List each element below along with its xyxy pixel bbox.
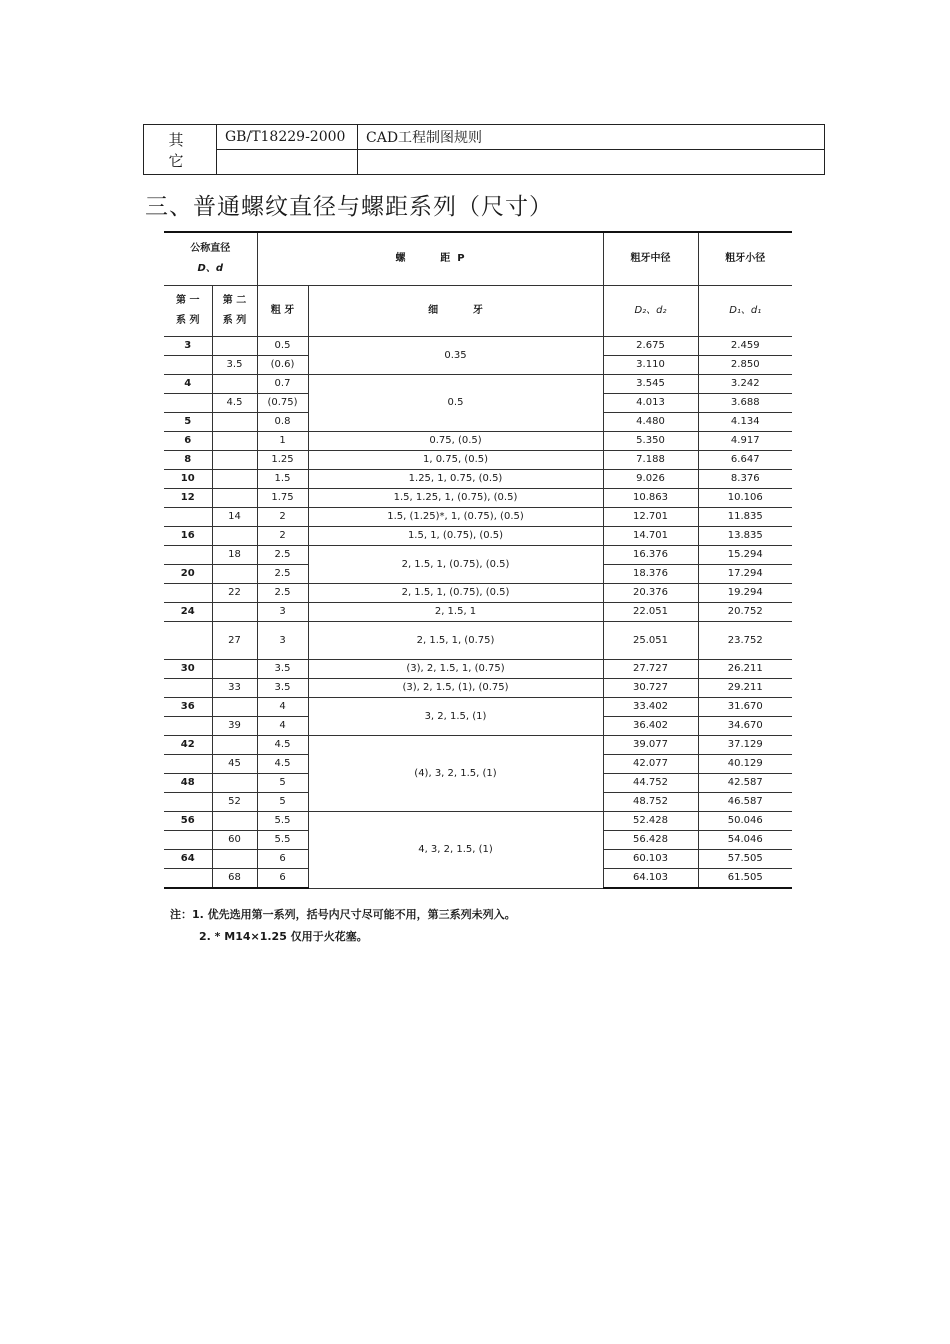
- series-2-cell: 3.5: [212, 356, 257, 375]
- pitch-diameter-cell: 2.675: [603, 337, 698, 356]
- pitch-diameter-cell: 4.013: [603, 394, 698, 413]
- series-1-cell: 30: [164, 660, 212, 679]
- header-row: [164, 232, 792, 286]
- table-row: [164, 375, 792, 394]
- series-1-header: 第 一 系 列: [164, 286, 212, 337]
- coarse-pitch-cell: 5.5: [257, 831, 308, 850]
- coarse-pitch-cell: (0.6): [257, 356, 308, 375]
- series-1-cell: [164, 793, 212, 812]
- minor-diameter-cell: 42.587: [698, 774, 792, 793]
- standards-row: [144, 125, 825, 150]
- series-1-cell: 6: [164, 432, 212, 451]
- pitch-diameter-cell: 33.402: [603, 698, 698, 717]
- minor-diameter-cell: 3.688: [698, 394, 792, 413]
- series-2-cell: [212, 774, 257, 793]
- fine-pitch-cell: 1, 0.75, (0.5): [308, 451, 603, 470]
- minor-diameter-cell: 57.505: [698, 850, 792, 869]
- pitch-diameter-header: 粗牙中径: [603, 232, 698, 286]
- series-1-cell: 5: [164, 413, 212, 432]
- pitch-diameter-cell: 14.701: [603, 527, 698, 546]
- series-2-cell: 60: [212, 831, 257, 850]
- fine-pitch-cell: 2, 1.5, 1: [308, 603, 603, 622]
- series-1-cell: 12: [164, 489, 212, 508]
- standard-code: [217, 150, 358, 175]
- minor-diameter-cell: 2.459: [698, 337, 792, 356]
- table-row: [164, 546, 792, 565]
- table-row: [164, 603, 792, 622]
- pitch-header: 螺 距 P: [257, 232, 603, 286]
- coarse-pitch-cell: 1: [257, 432, 308, 451]
- table-row: [164, 736, 792, 755]
- series-1-cell: [164, 831, 212, 850]
- series-1-cell: [164, 717, 212, 736]
- minor-diameter-cell: 26.211: [698, 660, 792, 679]
- series-1-cell: [164, 679, 212, 698]
- minor-diameter-cell: 17.294: [698, 565, 792, 584]
- table-row: [164, 489, 792, 508]
- series-1-cell: [164, 622, 212, 660]
- coarse-pitch-cell: 2.5: [257, 584, 308, 603]
- pitch-diameter-cell: 60.103: [603, 850, 698, 869]
- minor-diameter-cell: 23.752: [698, 622, 792, 660]
- pitch-diameter-cell: 30.727: [603, 679, 698, 698]
- coarse-pitch-cell: 6: [257, 850, 308, 869]
- coarse-pitch-cell: 4.5: [257, 736, 308, 755]
- table-notes: [170, 904, 516, 948]
- fine-pitch-cell: 1.5, (1.25)*, 1, (0.75), (0.5): [308, 508, 603, 527]
- series-2-cell: 68: [212, 869, 257, 889]
- pitch-diameter-cell: 42.077: [603, 755, 698, 774]
- coarse-pitch-cell: 5: [257, 774, 308, 793]
- coarse-pitch-cell: 4: [257, 717, 308, 736]
- series-1-cell: [164, 546, 212, 565]
- series-1-cell: [164, 356, 212, 375]
- series-2-cell: [212, 736, 257, 755]
- series-1-cell: 16: [164, 527, 212, 546]
- series-2-cell: 14: [212, 508, 257, 527]
- coarse-pitch-cell: (0.75): [257, 394, 308, 413]
- series-1-cell: 20: [164, 565, 212, 584]
- series-2-cell: [212, 565, 257, 584]
- fine-pitch-cell: 0.75, (0.5): [308, 432, 603, 451]
- minor-diameter-cell: 31.670: [698, 698, 792, 717]
- fine-pitch-cell: (3), 2, 1.5, 1, (0.75): [308, 660, 603, 679]
- pitch-diameter-cell: 3.110: [603, 356, 698, 375]
- nominal-diameter-label: 公称直径: [190, 243, 231, 254]
- series-2-cell: [212, 432, 257, 451]
- series-1-cell: [164, 394, 212, 413]
- table-row: [164, 451, 792, 470]
- coarse-pitch-cell: 2.5: [257, 546, 308, 565]
- coarse-pitch-cell: 4.5: [257, 755, 308, 774]
- minor-diameter-cell: 15.294: [698, 546, 792, 565]
- series-2-cell: [212, 850, 257, 869]
- coarse-pitch-cell: 2: [257, 508, 308, 527]
- pitch-diameter-cell: 44.752: [603, 774, 698, 793]
- coarse-header: 粗 牙: [257, 286, 308, 337]
- minor-diameter-cell: 54.046: [698, 831, 792, 850]
- coarse-pitch-cell: 5: [257, 793, 308, 812]
- series-2-cell: [212, 527, 257, 546]
- table-row: [164, 698, 792, 717]
- series-2-cell: [212, 451, 257, 470]
- nominal-diameter-symbol: D、d: [197, 263, 223, 274]
- series-1-cell: [164, 755, 212, 774]
- series-2-cell: 33: [212, 679, 257, 698]
- minor-diameter-cell: 11.835: [698, 508, 792, 527]
- series-1-cell: 64: [164, 850, 212, 869]
- table-row: [164, 508, 792, 527]
- minor-diameter-cell: 6.647: [698, 451, 792, 470]
- fine-header: 细 牙: [308, 286, 603, 337]
- fine-pitch-cell: 3, 2, 1.5, (1): [308, 698, 603, 736]
- fine-pitch-cell: 0.5: [308, 375, 603, 432]
- series-1-cell: 42: [164, 736, 212, 755]
- series-2-cell: 45: [212, 755, 257, 774]
- note-1: 注：1. 优先选用第一系列，括号内尺寸尽可能不用，第三系列未列入。: [170, 908, 516, 921]
- series-1-cell: 3: [164, 337, 212, 356]
- coarse-pitch-cell: 4: [257, 698, 308, 717]
- fine-pitch-cell: 2, 1.5, 1, (0.75), (0.5): [308, 546, 603, 584]
- series-2-cell: 22: [212, 584, 257, 603]
- pitch-diameter-cell: 4.480: [603, 413, 698, 432]
- section-title: 三、普通螺纹直径与螺距系列（尺寸）: [145, 194, 553, 220]
- pitch-diameter-cell: 10.863: [603, 489, 698, 508]
- coarse-pitch-cell: 3.5: [257, 660, 308, 679]
- table-row: [164, 679, 792, 698]
- minor-diameter-cell: 34.670: [698, 717, 792, 736]
- coarse-pitch-cell: 2: [257, 527, 308, 546]
- pitch-diameter-cell: 39.077: [603, 736, 698, 755]
- fine-pitch-cell: 1.25, 1, 0.75, (0.5): [308, 470, 603, 489]
- pitch-diameter-cell: 7.188: [603, 451, 698, 470]
- series-2-cell: 4.5: [212, 394, 257, 413]
- minor-diameter-cell: 61.505: [698, 869, 792, 889]
- series-2-cell: 27: [212, 622, 257, 660]
- coarse-pitch-cell: 6: [257, 869, 308, 889]
- fine-pitch-cell: (3), 2, 1.5, (1), (0.75): [308, 679, 603, 698]
- series-1-cell: 8: [164, 451, 212, 470]
- minor-diameter-cell: 50.046: [698, 812, 792, 831]
- pitch-diameter-symbol: D₂、d₂: [603, 286, 698, 337]
- coarse-pitch-cell: 1.5: [257, 470, 308, 489]
- fine-pitch-cell: 1.5, 1, (0.75), (0.5): [308, 527, 603, 546]
- series-1-cell: [164, 508, 212, 527]
- fine-pitch-cell: 2, 1.5, 1, (0.75): [308, 622, 603, 660]
- table-row: [164, 470, 792, 489]
- minor-diameter-cell: 13.835: [698, 527, 792, 546]
- standards-category: 其 它: [144, 125, 217, 175]
- series-2-cell: 52: [212, 793, 257, 812]
- series-1-cell: 56: [164, 812, 212, 831]
- series-2-cell: [212, 812, 257, 831]
- series-1-cell: 36: [164, 698, 212, 717]
- coarse-pitch-cell: 1.75: [257, 489, 308, 508]
- minor-diameter-cell: 8.376: [698, 470, 792, 489]
- header-row: [164, 286, 792, 337]
- minor-diameter-cell: 46.587: [698, 793, 792, 812]
- series-1-cell: [164, 584, 212, 603]
- series-2-cell: [212, 375, 257, 394]
- minor-diameter-cell: 4.134: [698, 413, 792, 432]
- minor-diameter-symbol: D₁、d₁: [698, 286, 792, 337]
- minor-diameter-header: 粗牙小径: [698, 232, 792, 286]
- pitch-diameter-cell: 20.376: [603, 584, 698, 603]
- minor-diameter-cell: 4.917: [698, 432, 792, 451]
- table-row: [164, 584, 792, 603]
- series-2-cell: [212, 470, 257, 489]
- fine-pitch-cell: 0.35: [308, 337, 603, 375]
- pitch-diameter-cell: 5.350: [603, 432, 698, 451]
- pitch-diameter-cell: 48.752: [603, 793, 698, 812]
- minor-diameter-cell: 2.850: [698, 356, 792, 375]
- coarse-pitch-cell: 2.5: [257, 565, 308, 584]
- series-2-cell: [212, 413, 257, 432]
- fine-pitch-cell: 4, 3, 2, 1.5, (1): [308, 812, 603, 889]
- series-2-cell: [212, 603, 257, 622]
- coarse-pitch-cell: 1.25: [257, 451, 308, 470]
- series-2-cell: 39: [212, 717, 257, 736]
- table-row: [164, 337, 792, 356]
- pitch-diameter-cell: 3.545: [603, 375, 698, 394]
- coarse-pitch-cell: 5.5: [257, 812, 308, 831]
- coarse-pitch-cell: 0.7: [257, 375, 308, 394]
- series-2-header: 第 二 系 列: [212, 286, 257, 337]
- series-1-cell: 10: [164, 470, 212, 489]
- series-2-cell: 18: [212, 546, 257, 565]
- fine-pitch-cell: (4), 3, 2, 1.5, (1): [308, 736, 603, 812]
- series-1-cell: [164, 869, 212, 889]
- minor-diameter-cell: 40.129: [698, 755, 792, 774]
- fine-pitch-cell: 2, 1.5, 1, (0.75), (0.5): [308, 584, 603, 603]
- coarse-pitch-cell: 3: [257, 603, 308, 622]
- thread-table: [164, 231, 792, 889]
- pitch-diameter-cell: 52.428: [603, 812, 698, 831]
- pitch-diameter-cell: 56.428: [603, 831, 698, 850]
- pitch-diameter-cell: 12.701: [603, 508, 698, 527]
- pitch-diameter-cell: 18.376: [603, 565, 698, 584]
- coarse-pitch-cell: 0.5: [257, 337, 308, 356]
- fine-pitch-cell: 1.5, 1.25, 1, (0.75), (0.5): [308, 489, 603, 508]
- standard-code: GB/T18229-2000: [217, 125, 358, 150]
- note-2: 2. * M14×1.25 仅用于火花塞。: [199, 930, 368, 943]
- table-row: [164, 432, 792, 451]
- pitch-diameter-cell: 27.727: [603, 660, 698, 679]
- coarse-pitch-cell: 3: [257, 622, 308, 660]
- table-row: [164, 660, 792, 679]
- minor-diameter-cell: 10.106: [698, 489, 792, 508]
- table-row: [164, 812, 792, 831]
- table-row: [164, 622, 792, 660]
- pitch-diameter-cell: 25.051: [603, 622, 698, 660]
- coarse-pitch-cell: 3.5: [257, 679, 308, 698]
- minor-diameter-cell: 3.242: [698, 375, 792, 394]
- pitch-diameter-cell: 16.376: [603, 546, 698, 565]
- series-2-cell: [212, 337, 257, 356]
- standards-row: [144, 150, 825, 175]
- coarse-pitch-cell: 0.8: [257, 413, 308, 432]
- series-2-cell: [212, 660, 257, 679]
- pitch-diameter-cell: 9.026: [603, 470, 698, 489]
- series-2-cell: [212, 698, 257, 717]
- series-2-cell: [212, 489, 257, 508]
- pitch-diameter-cell: 64.103: [603, 869, 698, 889]
- standard-title: [358, 150, 825, 175]
- standard-title: CAD工程制图规则: [358, 125, 825, 150]
- minor-diameter-cell: 37.129: [698, 736, 792, 755]
- table-row: [164, 527, 792, 546]
- series-1-cell: 4: [164, 375, 212, 394]
- minor-diameter-cell: 19.294: [698, 584, 792, 603]
- minor-diameter-cell: 20.752: [698, 603, 792, 622]
- standards-table: [143, 124, 825, 175]
- minor-diameter-cell: 29.211: [698, 679, 792, 698]
- series-1-cell: 48: [164, 774, 212, 793]
- pitch-diameter-cell: 22.051: [603, 603, 698, 622]
- series-1-cell: 24: [164, 603, 212, 622]
- nominal-diameter-header: [164, 232, 257, 286]
- pitch-diameter-cell: 36.402: [603, 717, 698, 736]
